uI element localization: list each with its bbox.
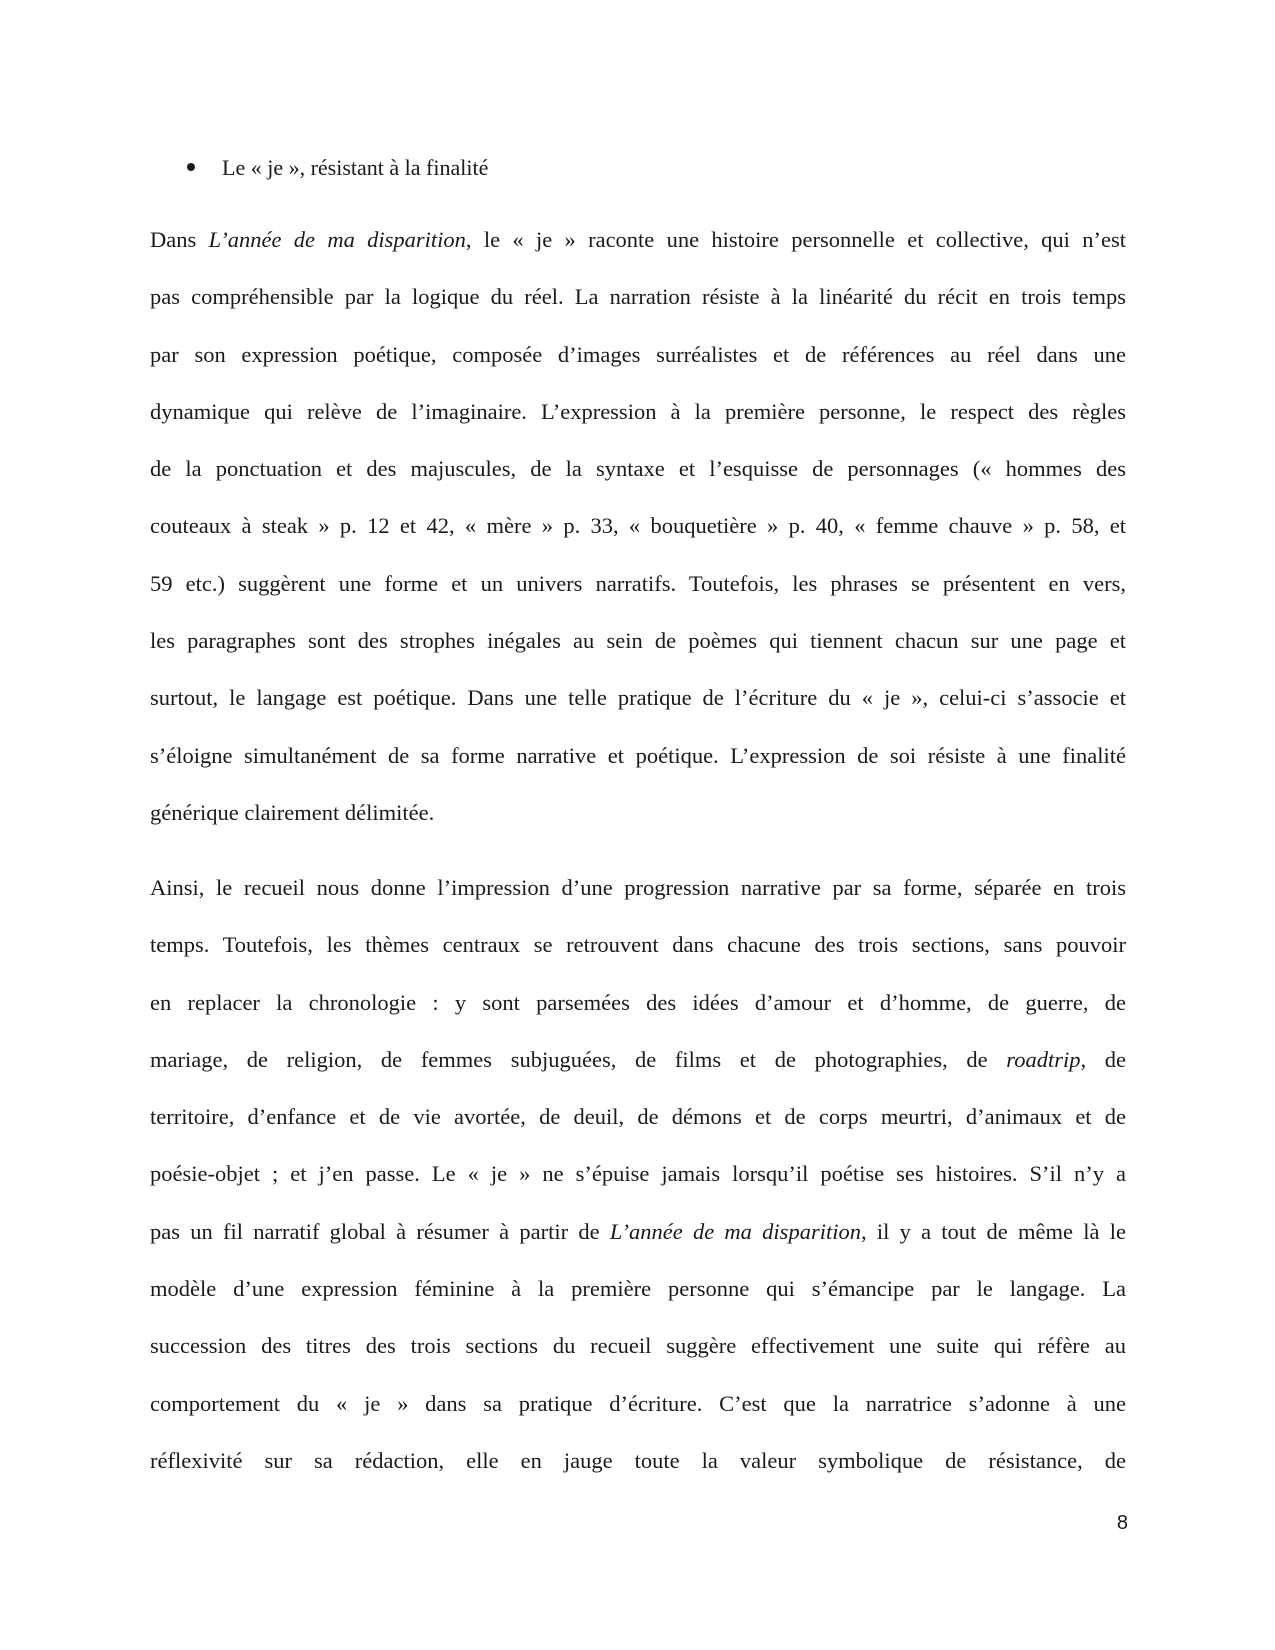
text-line	[150, 1203, 1126, 1260]
text-segment: s’éloigne simultanément de sa forme narrative et poétique. L’expression de soi résiste à une finalité	[150, 742, 1126, 768]
paragraph-1	[150, 211, 1126, 841]
italic-title-text: L’année de ma disparition	[208, 227, 466, 252]
section-heading-text: Le « je », résistant à la finalité	[222, 155, 489, 180]
text-line	[150, 555, 1126, 612]
text-segment: territoire, d’enfance et de vie avortée, de deuil, de démons et de corps meurtri, d’animaux et de	[150, 1104, 1126, 1130]
text-segment: , le « je » raconte une histoire personnelle et collective, qui n’est	[465, 227, 1126, 252]
text-segment: Ainsi, le recueil nous donne l’impression d’une progression narrative par sa forme, séparée en trois	[150, 875, 1126, 900]
text-line	[150, 268, 1126, 325]
text-segment: , de	[1080, 1046, 1126, 1072]
text-line	[150, 1317, 1126, 1374]
text-segment: 59 etc.) suggèrent une forme et un univers narratifs. Toutefois, les phrases se présentent en vers,	[150, 570, 1126, 596]
text-segment: Dans	[150, 227, 209, 252]
text-segment: temps. Toutefois, les thèmes centraux se retrouvent dans chacune des trois sections, sans pouvoir	[150, 932, 1126, 958]
text-segment: comportement du « je » dans sa pratique d’écriture. C’est que la narratrice s’adonne à une	[150, 1390, 1126, 1416]
text-line	[150, 440, 1126, 497]
page-number: 8	[1116, 1512, 1128, 1534]
paragraph-2	[150, 859, 1126, 1489]
text-line	[150, 1088, 1126, 1145]
text-line	[150, 1375, 1126, 1432]
text-segment: , il y a tout de même là le	[860, 1218, 1126, 1244]
text-segment: poésie-objet ; et j’en passe. Le « je » ne s’épuise jamais lorsqu’il poétise ses histoires. S’il n’y a	[150, 1161, 1126, 1187]
text-segment: générique clairement délimitée.	[150, 799, 435, 825]
text-segment: les paragraphes sont des strophes inégales au sein de poèmes qui tiennent chacun sur une page et	[150, 628, 1126, 654]
text-line	[150, 974, 1126, 1031]
text-line	[150, 784, 1126, 841]
text-line	[150, 1432, 1126, 1489]
italic-title-text: roadtrip	[1006, 1046, 1081, 1072]
bullet-icon	[187, 163, 195, 171]
text-segment: réflexivité sur sa rédaction, elle en jauge toute la valeur symbolique de résistance, de	[150, 1447, 1126, 1473]
text-line	[150, 497, 1126, 554]
text-line	[150, 612, 1126, 669]
italic-title-text: L’année de ma disparition	[609, 1218, 861, 1244]
text-line	[150, 1145, 1126, 1202]
text-segment: couteaux à steak » p. 12 et 42, « mère » p. 33, « bouquetière » p. 40, « femme chauve » p. 58, et	[150, 513, 1126, 539]
text-line	[150, 326, 1126, 383]
text-segment: en replacer la chronologie : y sont parsemées des idées d’amour et d’homme, de guerre, de	[150, 989, 1126, 1015]
text-segment: pas compréhensible par la logique du réel. La narration résiste à la linéarité du récit en trois temps	[150, 284, 1126, 310]
text-line	[150, 669, 1126, 726]
text-line	[150, 1260, 1126, 1317]
text-segment: mariage, de religion, de femmes subjuguées, de films et de photographies, de	[150, 1046, 1007, 1072]
text-line	[150, 916, 1126, 973]
text-segment: pas un fil narratif global à résumer à partir de	[150, 1218, 610, 1244]
text-segment: modèle d’une expression féminine à la première personne qui s’émancipe par le langage. La	[150, 1276, 1126, 1302]
text-line	[150, 211, 1126, 268]
text-line	[150, 383, 1126, 440]
text-line	[150, 727, 1126, 784]
text-segment: par son expression poétique, composée d’images surréalistes et de références au réel dans une	[150, 341, 1126, 367]
text-segment: surtout, le langage est poétique. Dans une telle pratique de l’écriture du « je », celui-ci s’associe et	[150, 685, 1126, 711]
text-line	[150, 1031, 1126, 1088]
text-segment: succession des titres des trois sections du recueil suggère effectivement une suite qui réfère au	[150, 1333, 1126, 1359]
text-segment: de la ponctuation et des majuscules, de la syntaxe et l’esquisse de personnages (« hommes des	[150, 456, 1126, 482]
text-line	[150, 859, 1126, 916]
text-segment: dynamique qui relève de l’imaginaire. L’expression à la première personne, le respect des règles	[150, 398, 1126, 424]
